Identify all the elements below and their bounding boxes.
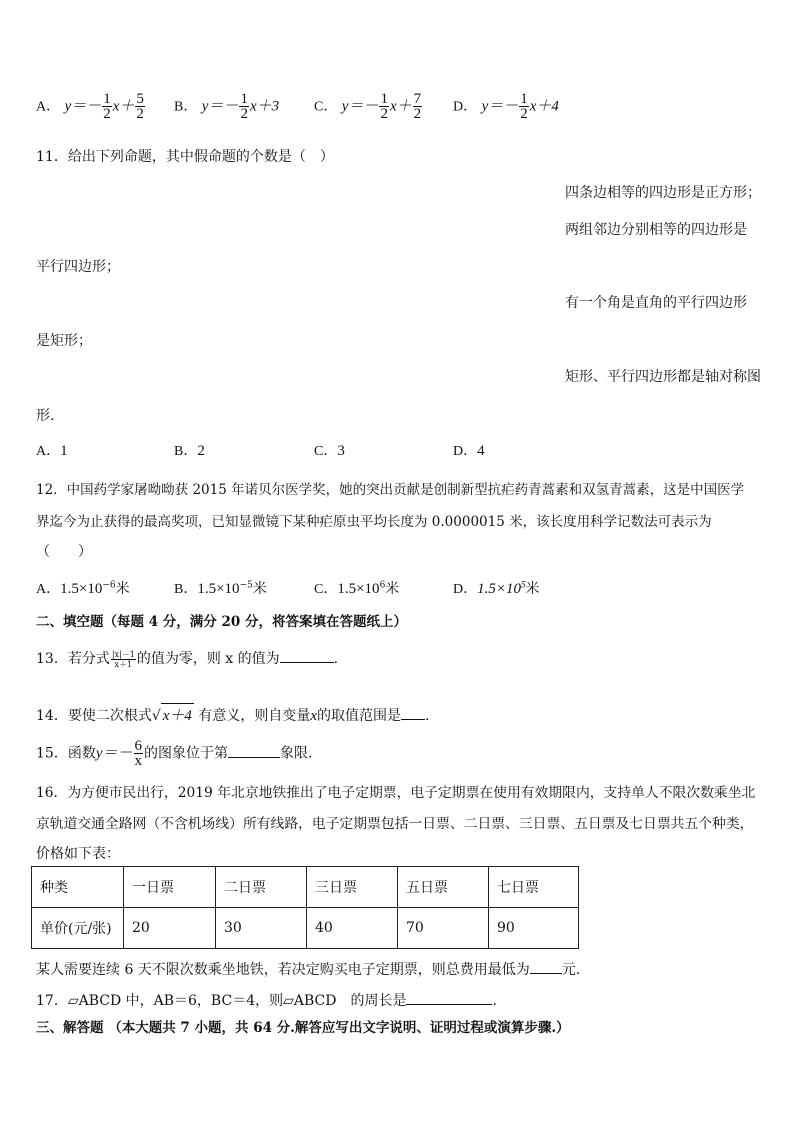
q10-option-c: C． y＝－ $\frac{1}{2}$ x＋ $\frac{7}{2}$ [314,91,422,122]
price-table [31,866,579,949]
q11-proposition-3b: 是矩形； [36,333,92,349]
table-cell: 七日票 [489,867,579,908]
q16-line-3: 价格如下表： [36,846,120,862]
q12-line-3: （ ） [36,544,92,560]
q11-proposition-4a: 矩形、平行四边形都是轴对称图 [565,369,761,385]
q11-stem: 11．给出下列命题，其中假命题的个数是（ ） [36,149,334,165]
table-cell: 一日票 [124,867,216,908]
q11-proposition-2a: 两组邻边分别相等的四边形是 [565,222,747,238]
table-header-row [32,867,579,908]
q11-option-c: C．3 [314,443,345,459]
table-cell: 70 [398,908,489,949]
q17: 17．▱ABCD 中，AB＝6，BC＝4，则▱ABCD 的周长是 . [36,990,497,1010]
q12-option-b: B．$1.5\times 10^{-5}$米 [174,580,267,597]
q13-fraction: $\frac{|x|-1}{x+1}$ [111,649,135,669]
q16-question: 某人需要连续 6 天不限次数乘坐地铁，若决定购买电子定期票，则总费用最低为 元. [36,959,580,979]
q11-option-a: A．1 [36,443,68,459]
q11-option-b: B．2 [174,443,205,459]
table-cell: 单价(元/张) [32,908,124,949]
q12-option-c: C．$1.5\times 10^6$米 [314,580,400,597]
q15-answer-blank[interactable] [228,743,280,758]
table-cell: 三日票 [307,867,398,908]
q16-answer-blank[interactable] [530,959,562,974]
q12-option-a: A．$1.5\times 10^{-6}$米 [36,580,130,597]
q12-line-1: 12．中国药学家屠呦呦获 2015 年诺贝尔医学奖，她的突出贡献是创制新型抗疟药青蒿素和双氢青蒿素，这是中国医学 [36,482,745,498]
table-row [32,908,579,949]
q11-proposition-3a: 有一个角是直角的平行四边形 [565,295,747,311]
section-2-heading: 二、填空题（每题 4 分，满分 20 分，将答案填在答题纸上） [36,614,407,630]
table-cell: 20 [124,908,216,949]
q17-answer-blank[interactable] [406,990,492,1005]
q11-proposition-2b: 平行四边形； [36,259,120,275]
q11-option-d: D．4 [453,443,485,459]
q15: 15．函数y＝－ $\frac{6}{x}$ 的图象位于第 象限. [36,738,313,769]
q10-option-d: D． y＝－ $\frac{1}{2}$ x＋4 [453,91,559,122]
q14-answer-blank[interactable] [401,705,425,720]
q10-option-b: B． y＝－ $\frac{1}{2}$ x＋3 [174,91,280,122]
q13-answer-blank[interactable] [280,648,334,663]
q12-option-d: D．$1.5\times 10^5$米 [453,579,540,597]
q11-proposition-1: 四条边相等的四边形是正方形； [565,185,761,201]
table-cell: 种类 [32,867,124,908]
table-cell: 90 [489,908,579,949]
q14: 14．要使二次根式√ x＋4 有意义，则自变量x的取值范围是 . [36,703,430,725]
table-cell: 二日票 [216,867,307,908]
q16-line-1: 16．为方便市民出行，2019 年北京地铁推出了电子定期票，电子定期票在使用有效期限内，支持单人不限次数乘坐北 [36,785,756,801]
q16-line-2: 京轨道交通全路网（不含机场线）所有线路，电子定期票包括一日票、二日票、三日票、五日票及七日票共五个种类， [36,816,754,832]
table-cell: 30 [216,908,307,949]
table-cell: 40 [307,908,398,949]
q12-line-2: 界迄今为止获得的最高奖项，已知显微镜下某种疟原虫平均长度为 0.0000015 米，该长度用科学记数法可表示为 [36,514,712,530]
section-3-heading: 三、解答题 （本大题共 7 小题，共 64 分.解答应写出文字说明、证明过程或演算步骤.） [36,1020,570,1036]
q11-proposition-4b: 形. [36,408,55,424]
q13: 13．若分式 $\frac{|x|-1}{x+1}$ 的值为零，则 x 的值为 . [36,649,339,669]
table-cell: 五日票 [398,867,489,908]
q10-option-a: A． y＝－ $\frac{1}{2}$ x＋ $\frac{5}{2}$ [36,91,144,122]
